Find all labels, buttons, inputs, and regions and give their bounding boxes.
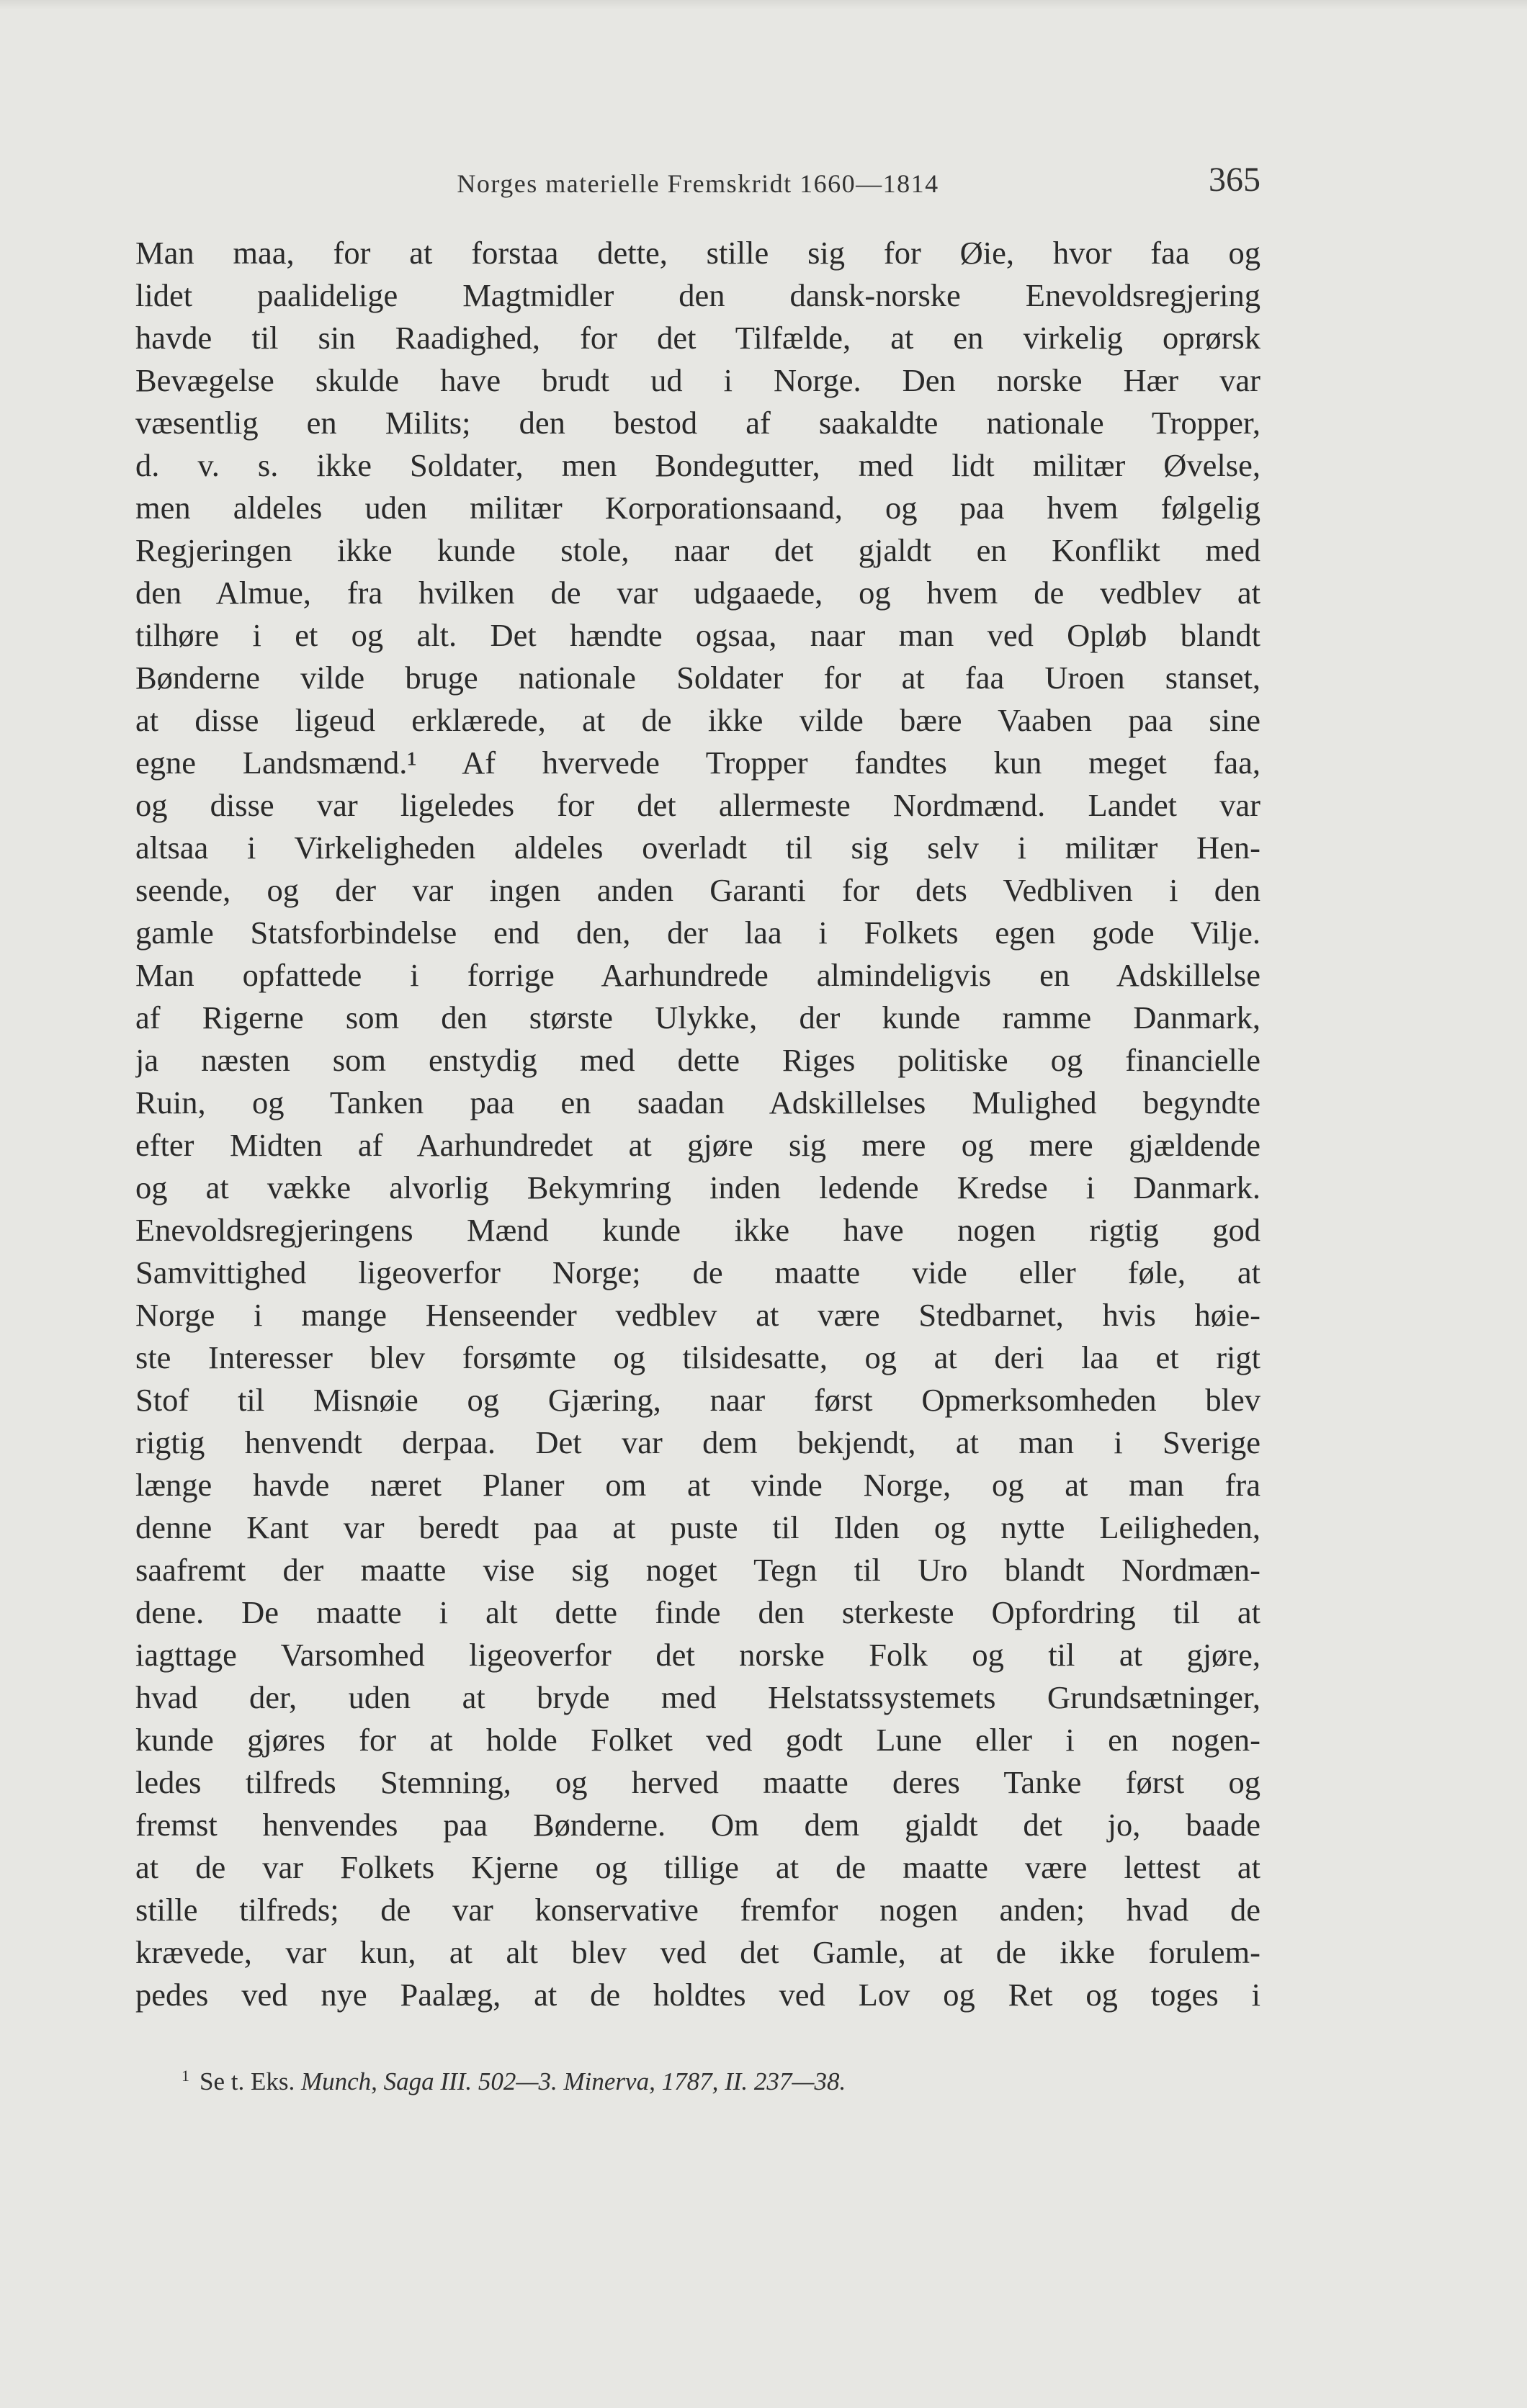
text-line: ste Interesser blev forsømte og tilsidesatte, og at deri laa et rigt (135, 1339, 1260, 1375)
running-header (135, 160, 1260, 203)
text-line: kunde gjøres for at holde Folket ved godt Lune eller i en nogen- (135, 1722, 1260, 1758)
text-line: Bevægelse skulde have brudt ud i Norge. Den norske Hær var (135, 362, 1260, 398)
footnote-marker: 1 (182, 2067, 189, 2085)
text-line: den Almue, fra hvilken de var udgaaede, og hvem de vedblev at (135, 575, 1260, 611)
text-line: ledes tilfreds Stemning, og herved maatte deres Tanke først og (135, 1764, 1260, 1800)
footnote-reference-munch: Munch, Saga III. 502—3. (300, 2067, 557, 2095)
text-line: rigtig henvendt derpaa. Det var dem bekjendt, at man i Sverige (135, 1424, 1260, 1460)
text-line: ja næsten som enstydig med dette Riges politiske og financielle (135, 1042, 1260, 1078)
text-line: pedes ved nye Paalæg, at de holdtes ved Lov og Ret og toges i (135, 1977, 1260, 2013)
text-line: Man opfattede i forrige Aarhundrede almindeligvis en Adskillelse (135, 957, 1260, 993)
text-line: Ruin, og Tanken paa en saadan Adskillelses Mulighed begyndte (135, 1084, 1260, 1120)
text-line: og disse var ligeledes for det allermeste Nordmænd. Landet var (135, 787, 1260, 823)
text-line: af Rigerne som den største Ulykke, der kunde ramme Danmark, (135, 999, 1260, 1035)
footnote (182, 2058, 1118, 2100)
text-line: saafremt der maatte vise sig noget Tegn til Uro blandt Nordmæn- (135, 1552, 1260, 1588)
running-title: Norges materielle Fremskridt 1660—1814 (457, 169, 939, 198)
page-top-edge (0, 0, 1527, 10)
text-line: gamle Statsforbindelse end den, der laa i Folkets egen gode Vilje. (135, 915, 1260, 951)
text-line: iagttage Varsomhed ligeoverfor det norske Folk og til at gjøre, (135, 1637, 1260, 1673)
text-line: og at vække alvorlig Bekymring inden ledende Kredse i Danmark. (135, 1169, 1260, 1205)
text-line: efter Midten af Aarhundredet at gjøre sig mere og mere gjældende (135, 1127, 1260, 1163)
text-line: at de var Folkets Kjerne og tillige at de maatte være lettest at (135, 1849, 1260, 1885)
text-line: lidet paalidelige Magtmidler den dansk-norske Enevoldsregjering (135, 277, 1260, 313)
text-line: Man maa, for at forstaa dette, stille sig for Øie, hvor faa og (135, 235, 1260, 271)
text-line: altsaa i Virkeligheden aldeles overladt til sig selv i militær Hen- (135, 830, 1260, 866)
footnote-reference-minerva: Minerva, 1787, II. 237—38. (563, 2067, 846, 2095)
text-line: dene. De maatte i alt dette finde den sterkeste Opfordring til at (135, 1594, 1260, 1630)
text-line: d. v. s. ikke Soldater, men Bondegutter, med lidt militær Øvelse, (135, 447, 1260, 483)
text-line: Regjeringen ikke kunde stole, naar det gjaldt en Konflikt med (135, 532, 1260, 568)
footnote-prefix: Se t. Eks. (200, 2067, 295, 2095)
text-line: fremst henvendes paa Bønderne. Om dem gjaldt det jo, baade (135, 1807, 1260, 1843)
text-line: Bønderne vilde bruge nationale Soldater for at faa Uroen stanset, (135, 660, 1260, 696)
text-line: denne Kant var beredt paa at puste til Ilden og nytte Leiligheden, (135, 1509, 1260, 1545)
page-number: 365 (1209, 161, 1260, 199)
text-line: Enevoldsregjeringens Mænd kunde ikke have nogen rigtig god (135, 1212, 1260, 1248)
body-text (135, 232, 1260, 2016)
text-line: tilhøre i et og alt. Det hændte ogsaa, naar man ved Opløb blandt (135, 617, 1260, 653)
text-line: seende, og der var ingen anden Garanti for dets Vedbliven i den (135, 872, 1260, 908)
text-line: Norge i mange Henseender vedblev at være Stedbarnet, hvis høie- (135, 1297, 1260, 1333)
text-line: men aldeles uden militær Korporationsaand, og paa hvem følgelig (135, 490, 1260, 526)
text-line: havde til sin Raadighed, for det Tilfælde, at en virkelig oprørsk (135, 320, 1260, 356)
text-line: krævede, var kun, at alt blev ved det Gamle, at de ikke forulem- (135, 1934, 1260, 1970)
text-line: Samvittighed ligeoverfor Norge; de maatte vide eller føle, at (135, 1254, 1260, 1290)
text-line: hvad der, uden at bryde med Helstatssystemets Grundsætninger, (135, 1679, 1260, 1715)
text-line: længe havde næret Planer om at vinde Norge, og at man fra (135, 1467, 1260, 1503)
text-line: egne Landsmænd.¹ Af hvervede Tropper fandtes kun meget faa, (135, 745, 1260, 781)
text-line: væsentlig en Milits; den bestod af saakaldte nationale Tropper, (135, 405, 1260, 441)
text-line: Stof til Misnøie og Gjæring, naar først Opmerksomheden blev (135, 1382, 1260, 1418)
text-line: stille tilfreds; de var konservative fremfor nogen anden; hvad de (135, 1892, 1260, 1928)
text-line: at disse ligeud erklærede, at de ikke vilde bære Vaaben paa sine (135, 702, 1260, 738)
